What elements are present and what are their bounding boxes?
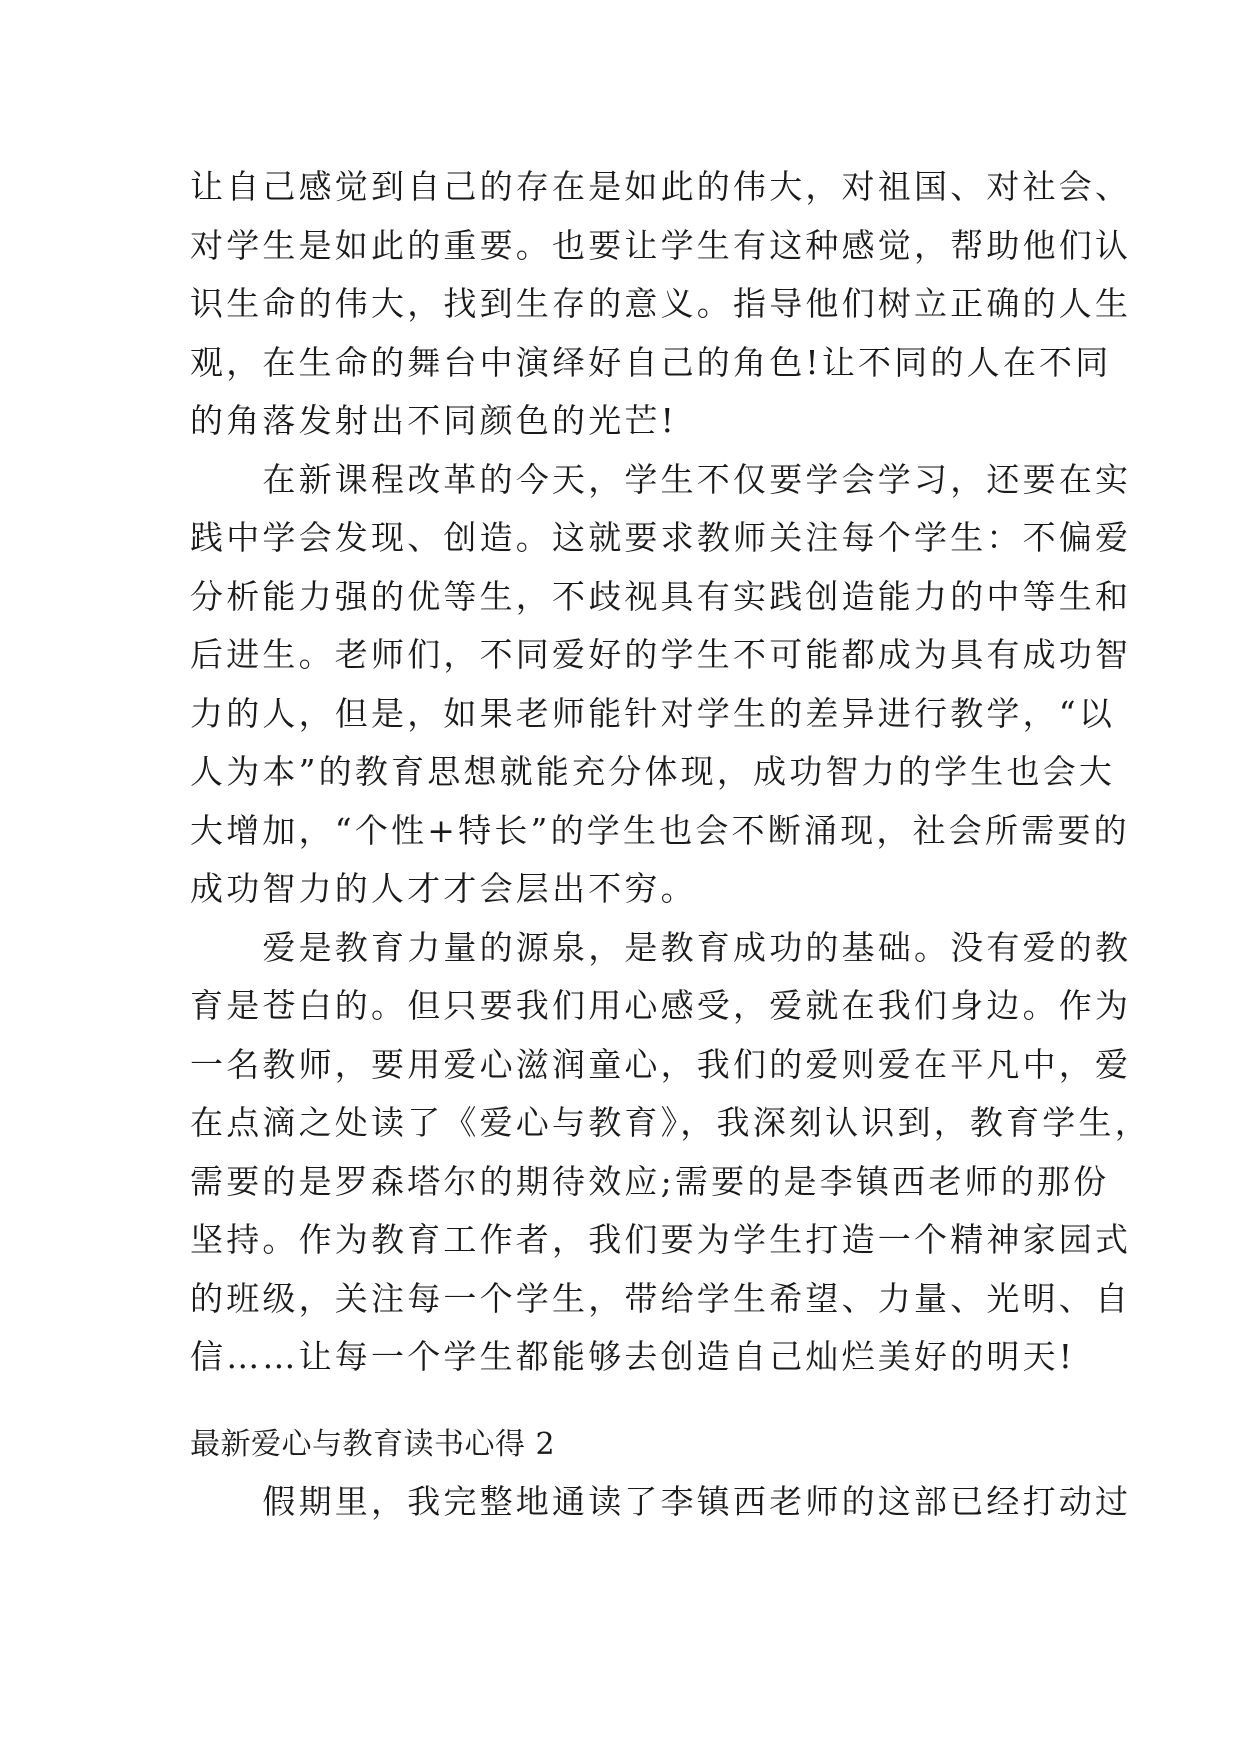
- text-line: 的班级，关注每一个学生，带给学生希望、力量、光明、自: [190, 1278, 1132, 1318]
- text-line: 对学生是如此的重要。也要让学生有这种感觉，帮助他们认: [190, 225, 1132, 265]
- section-heading: 最新爱心与教育读书心得 2: [190, 1426, 556, 1462]
- text-line: 让自己感觉到自己的存在是如此的伟大，对祖国、对社会、: [190, 167, 1132, 206]
- text-line: 大增加，“个性+特长”的学生也会不断涌现，社会所需要的: [190, 810, 1130, 850]
- text-line: 成功智力的人才才会层出不穷。: [190, 869, 697, 908]
- text-line: 育是苍白的。但只要我们用心感受，爱就在我们身边。作为: [190, 986, 1132, 1025]
- text-line: 人为本”的教育思想就能充分体现，成功智力的学生也会大: [190, 752, 1116, 791]
- text-line: 爱是教育力量的源泉，是教育成功的基础。没有爱的教: [190, 927, 1132, 967]
- text-line: 一名教师，要用爱心滋润童心，我们的爱则爱在平凡中，爱: [190, 1044, 1132, 1084]
- text-line: 识生命的伟大，找到生存的意义。指导他们树立正确的人生: [190, 284, 1132, 323]
- text-line: 践中学会发现、创造。这就要求教师关注每个学生：不偏爱: [190, 518, 1132, 557]
- text-line: 在新课程改革的今天，学生不仅要学会学习，还要在实: [190, 459, 1132, 499]
- text-line: 在点滴之处读了《爱心与教育》，我深刻认识到，教育学生，: [190, 1103, 1151, 1142]
- text-line: 力的人，但是，如果老师能针对学生的差异进行教学，“以: [190, 693, 1116, 733]
- text-block-2: [190, 1473, 1132, 1532]
- text-block-1: [190, 158, 1151, 1387]
- text-line: 坚持。作为教育工作者，我们要为学生打造一个精神家园式: [190, 1220, 1132, 1259]
- document-page: [190, 158, 1151, 1531]
- text-line: 后进生。老师们，不同爱好的学生不可能都成为具有成功智: [190, 635, 1132, 674]
- text-line: 需要的是罗森塔尔的期待效应;需要的是李镇西老师的那份: [190, 1161, 1110, 1201]
- text-line: 分析能力强的优等生，不歧视具有实践创造能力的中等生和: [190, 576, 1132, 616]
- text-line: 观，在生命的舞台中演绎好自己的角色!让不同的人在不同: [190, 342, 1112, 382]
- text-line: 的角落发射出不同颜色的光芒!: [190, 401, 678, 440]
- text-line: 信……让每一个学生都能够去创造自己灿烂美好的明天!: [190, 1337, 1076, 1376]
- text-line: 假期里，我完整地通读了李镇西老师的这部已经打动过: [190, 1481, 1132, 1521]
